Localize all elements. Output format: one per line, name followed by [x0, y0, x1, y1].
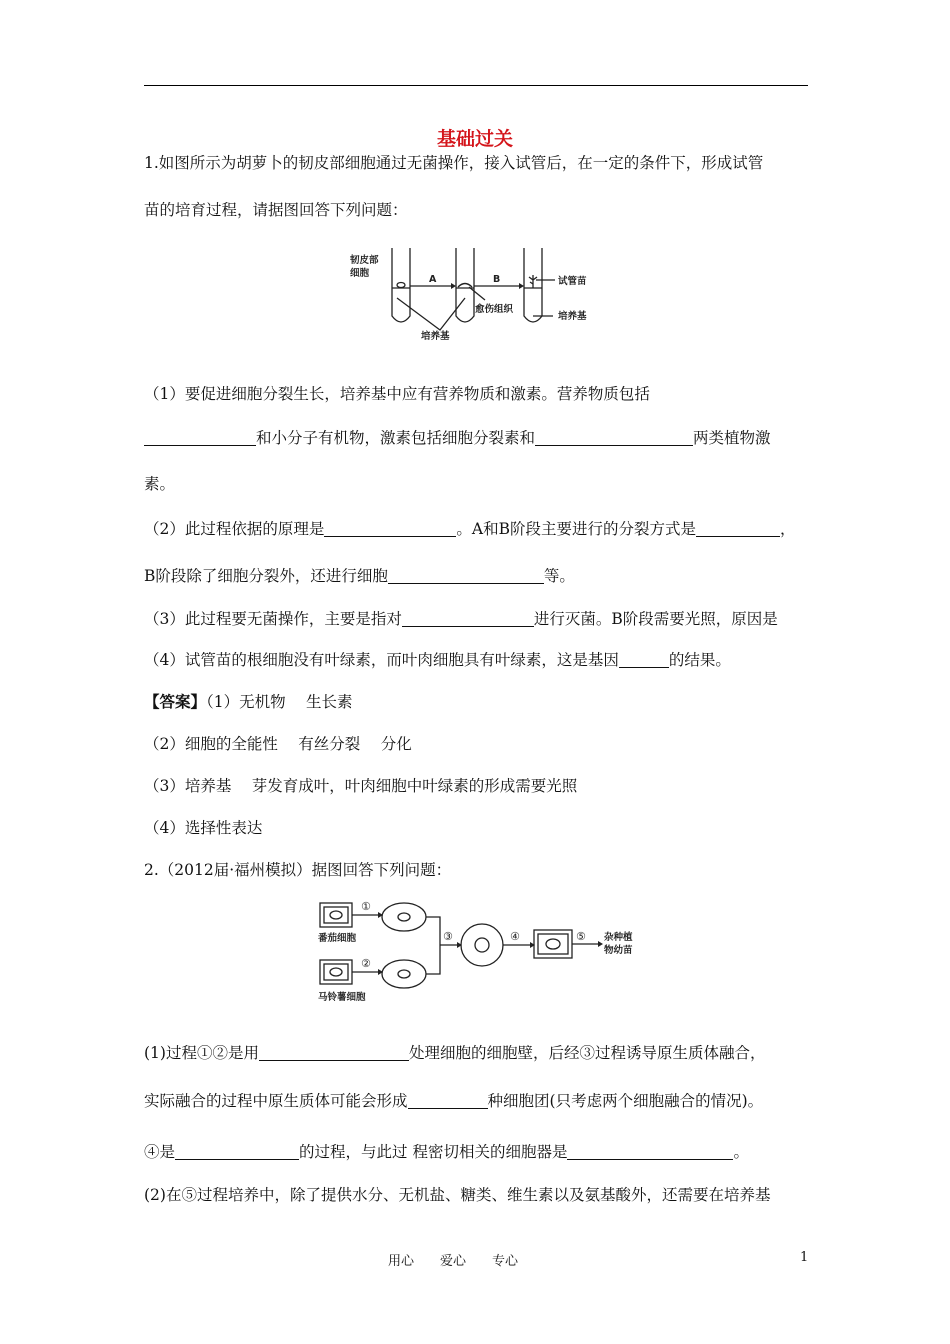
answer-line-2: （2）细胞的全能性 有丝分裂 分化 [144, 735, 412, 753]
q2-part1-line3 [144, 1142, 749, 1162]
phloem-cell [397, 283, 405, 288]
q2-part1-text-f: 的过程，与此过 程密切相关的细胞器是 [299, 1143, 568, 1161]
q1-part2-text-c: ， [779, 520, 796, 538]
q2-part1-line1 [144, 1043, 765, 1063]
tissue-culture-figure [345, 240, 615, 345]
q1-part1-line3: 素。 [144, 475, 176, 493]
hybrid-label-2: 物幼苗 [604, 945, 633, 956]
answer-blank[interactable] [144, 429, 256, 446]
answer-blank[interactable] [619, 651, 669, 668]
page-number: 1 [800, 1250, 809, 1265]
q1-part2-text-b: 。A和B阶段主要进行的分裂方式是 [456, 520, 696, 538]
q1-part2-text-e: 等。 [543, 567, 575, 585]
answer-line-3: （3）培养基 芽发育成叶，叶肉细胞中叶绿素的形成需要光照 [144, 777, 578, 795]
answer-blank[interactable] [696, 520, 780, 537]
test-tube-2 [456, 248, 474, 322]
label-a: A [429, 274, 437, 285]
hybrid-label-1: 杂种植 [604, 932, 633, 943]
q1-part2-text-a: （2）此过程依据的原理是 [144, 520, 325, 538]
tomato-label: 番茄细胞 [318, 933, 357, 944]
q1-part2-line1 [144, 519, 795, 539]
answer-line-1 [144, 692, 353, 712]
q1-part1-text-b: 和小分子有机物，激素包括细胞分裂素和 [256, 429, 536, 447]
q1-stem-line1: 1.如图所示为胡萝卜的韧皮部细胞通过无菌操作，接入试管后，在一定的条件下，形成试管 [144, 154, 764, 172]
answer-1: （1）无机物 生长素 [206, 693, 353, 711]
answer-blank[interactable] [324, 520, 456, 537]
q1-part4-line [144, 650, 731, 670]
answer-blank[interactable] [388, 567, 544, 584]
step5-label: ⑤ [576, 930, 586, 943]
q2-part1-text-e: ④是 [144, 1143, 176, 1161]
q2-stem: 2.（2012届·福州模拟）据图回答下列问题： [144, 861, 452, 879]
step2-label: ② [361, 957, 371, 970]
answer-line-4: （4）选择性表达 [144, 819, 263, 837]
label-b: B [493, 274, 501, 285]
callus-mass [458, 284, 472, 288]
q1-part3-text-a: （3）此过程要无菌操作，主要是指对 [144, 610, 402, 628]
label-callus: 愈伤组织 [475, 304, 514, 315]
step3-label: ③ [443, 930, 453, 943]
label-seedling: 试管苗 [558, 276, 587, 287]
q1-part3-line [144, 609, 778, 629]
q2-part1-text-c: 实际融合的过程中原生质体可能会形成 [144, 1092, 408, 1110]
q1-part1-text-c: 两类植物激 [693, 429, 771, 447]
potato-label: 马铃薯细胞 [318, 992, 366, 1003]
q1-part2-text-d: B阶段除了细胞分裂外，还进行细胞 [144, 567, 388, 585]
potato-protoplast [382, 960, 426, 988]
q1-part4-text-b: 的结果。 [668, 651, 731, 669]
footer-motto: 用心 爱心 专心 [388, 1254, 519, 1269]
answer-blank[interactable] [259, 1044, 409, 1061]
q2-part1-text-b: 处理细胞的细胞壁，后经③过程诱导原生质体融合， [408, 1044, 766, 1062]
answer-blank[interactable] [567, 1143, 733, 1160]
label-medium-bottom: 培养基 [421, 331, 450, 342]
header-rule [144, 85, 808, 86]
step4-label: ④ [510, 930, 520, 943]
answer-blank[interactable] [408, 1092, 488, 1109]
fused-protoplast [461, 924, 503, 966]
q2-part2-line1: (2)在⑤过程培养中，除了提供水分、无机盐、糖类、维生素以及氨基酸外，还需要在培养基 [144, 1186, 771, 1204]
q1-part3-text-b: 进行灭菌。B阶段需要光照，原因是 [533, 610, 778, 628]
label-medium-right: 培养基 [558, 311, 587, 322]
q1-part1-line1: （1）要促进细胞分裂生长，培养基中应有营养物质和激素。营养物质包括 [144, 385, 650, 403]
protoplast-fusion-figure [312, 898, 652, 1010]
q2-part1-line2 [144, 1091, 763, 1111]
answer-tag: 【答案】 [144, 692, 207, 711]
q2-part1-text-d: 种细胞团(只考虑两个细胞融合的情况)。 [487, 1092, 764, 1110]
q1-stem-line2: 苗的培育过程，请据图回答下列问题： [144, 201, 408, 219]
label-phloem-1: 韧皮部 [350, 255, 379, 266]
answer-blank[interactable] [535, 429, 693, 446]
label-phloem-2: 细胞 [350, 268, 370, 279]
answer-blank[interactable] [175, 1143, 299, 1160]
q1-part2-line2 [144, 566, 575, 586]
tomato-protoplast [382, 903, 426, 931]
q2-part1-text-a: (1)过程①②是用 [144, 1044, 259, 1062]
q1-part1-line2 [144, 428, 771, 448]
seedling-shape [529, 275, 537, 288]
test-tube-1 [392, 248, 410, 322]
page-title: 基础过关 [436, 128, 513, 150]
q2-part1-text-g: 。 [733, 1143, 749, 1161]
answer-blank[interactable] [402, 610, 534, 627]
step1-label: ① [361, 900, 371, 913]
q1-part4-text-a: （4）试管苗的根细胞没有叶绿素，而叶肉细胞具有叶绿素，这是基因 [144, 651, 619, 669]
